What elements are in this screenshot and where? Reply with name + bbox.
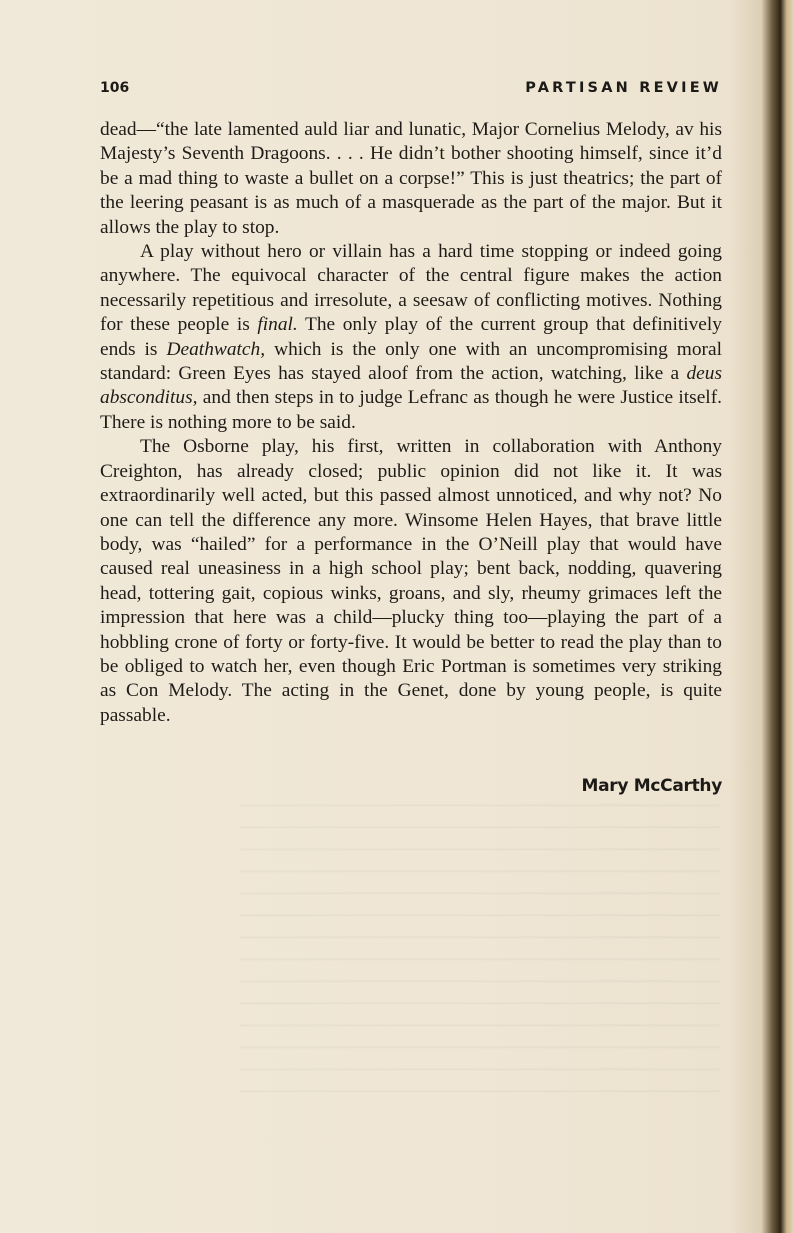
italic-text: final. [257,314,298,336]
running-head: PARTISAN REVIEW [525,80,722,96]
text-run: A play without hero or villain has a hard time stopping or indeed going anywhere. The equivocal character of the central figure makes the action necessarily repetitious and irresolute, a seesaw of conflicting motives. Nothing for these people is [100,241,722,336]
text-run: and then steps in to judge Lefranc as though he were Justice itself. There is nothing more to be said. [100,387,722,433]
text-run: The Osborne play, his first, written in collaboration with Anthony Creighton, has already closed; public opinion did not like it. It was extraordinarily well acted, but this passed almost unnoticed, and why not? No one can tell the difference any more. Winsome Helen Hayes, that brave little body, was “hailed” for a performance in the O’Neill play that would have caused real uneasiness in a high school play; bent back, nodding, quavering head, tottering gait, copious winks, groans, and sly, rheumy grimaces left the impression that here was a child—plucky thing too—playing the part of a hobbling crone of forty or forty-five. It would be better to read the play than to be obliged to watch her, even though Eric Portman is sometimes very striking as Con Melody. The acting in the Genet, done by young people, is quite passable. [100,436,722,726]
text-run: which is the only one with an uncompromising moral standard: Green Eyes has stayed aloof from the action, watching, like a [100,338,722,385]
text-run: dead—“the late lamented auld liar and lunatic, Major Cornelius Melody, av his Majesty’s Seventh Dragoons. . . . He didn’t bother shooting himself, since it’d be a mad thing to waste a bullet on a corpse!” This is just theatrics; the part of the leering peasant is as much of a masquerade as the part of the major. But it allows the play to stop. [100,119,722,238]
paragraph [100,435,722,728]
italic-text: deus absconditus, [100,363,722,409]
italic-text: Deathwatch, [166,338,266,360]
paragraph [100,118,722,240]
article-body [100,118,722,728]
show-through-texture [240,790,720,1100]
page-number: 106 [100,80,130,96]
text-run: The only play of the current group that definitively ends is [100,314,722,360]
author-signature: Mary McCarthy [581,776,722,796]
page-header [100,80,722,104]
paragraph [100,240,722,435]
